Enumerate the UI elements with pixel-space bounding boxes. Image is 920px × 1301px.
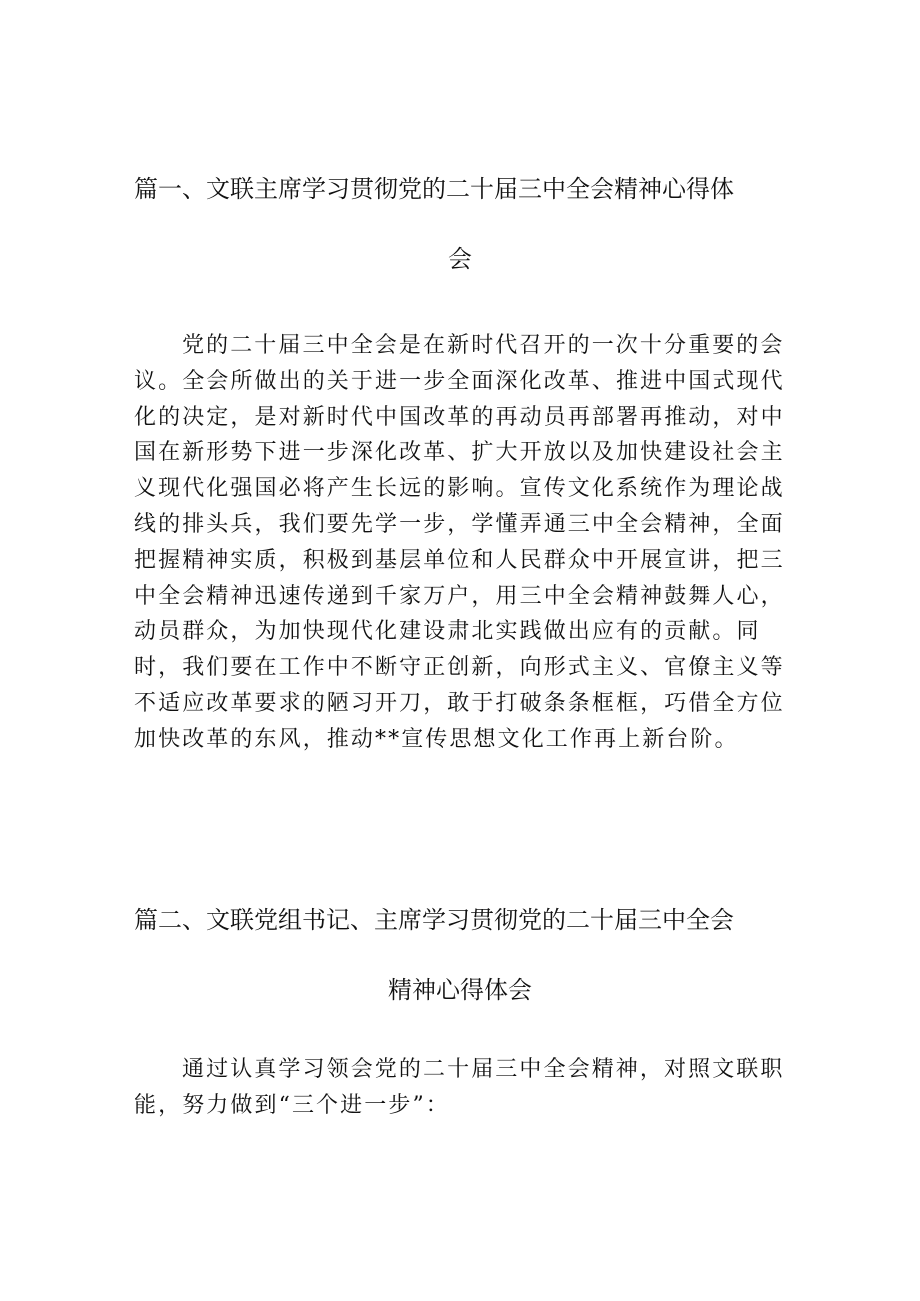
section-2-heading-line2: 精神心得体会 bbox=[388, 976, 532, 1004]
section-2-heading-line1: 篇二、文联党组书记、主席学习贯彻党的二十届三中全会 bbox=[134, 906, 734, 934]
section-1-heading-line1: 篇一、文联主席学习贯彻党的二十届三中全会精神心得体 bbox=[134, 175, 734, 203]
section-1-heading-line2: 会 bbox=[448, 245, 472, 273]
section-1-heading bbox=[134, 154, 786, 294]
section-1-paragraph: 党的二十届三中全会是在新时代召开的一次十分重要的会议。全会所做出的关于进一步全面深化改革、推进中国式现代化的决定，是对新时代中国改革的再动员再部署再推动，对中国在新形势下进一步深化改革、扩大开放以及加快建设社会主义现代化强国必将产生长远的影响。宣传文化系统作为理论战线的排头兵，我们要先学一步，学懂弄通三中全会精神，全面把握精神实质，积极到基层单位和人民群众中开展宣讲，把三中全会精神迅速传递到千家万户，用三中全会精神鼓舞人心，动员群众，为加快现代化建设肃北实践做出应有的贡献。同时，我们要在工作中不断守正创新，向形式主义、官僚主义等不适应改革要求的陋习开刀，敢于打破条条框框，巧借全方位加快改革的东风，推动**宣传思想文化工作再上新台阶。 bbox=[134, 333, 785, 752]
section-2-paragraph: 通过认真学习领会党的二十届三中全会精神，对照文联职能，努力做到“三个进一步”： bbox=[134, 1057, 785, 1118]
section-2-heading bbox=[134, 885, 786, 1025]
